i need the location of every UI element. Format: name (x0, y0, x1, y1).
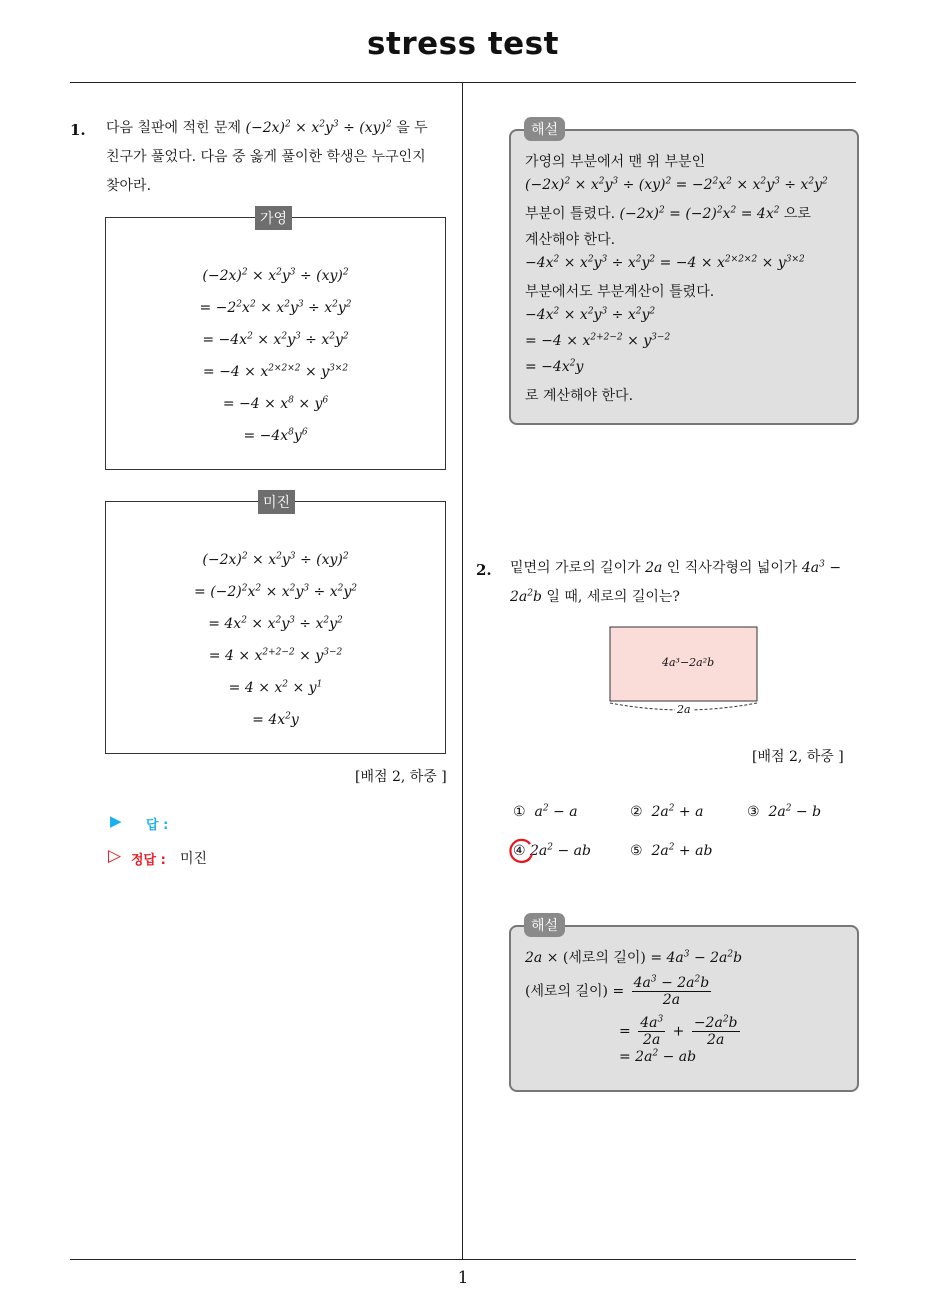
choice-2[interactable]: ② $2a^2 + a$ (630, 803, 704, 820)
box-label-gayoung: 가영 (255, 206, 292, 230)
column-divider (462, 83, 463, 1259)
question-2-line-1: 밑면의 가로의 길이가 2a 인 직사각형의 넓이가 $4a^3$ − (510, 559, 842, 576)
math-line: = $4 \times x^2 \times y^1$ (228, 679, 323, 696)
math-line: = $4x^2y$ (252, 711, 299, 728)
math-line: $(-2x)^2 \times x^2y^3 \div (xy)^2$ (202, 551, 349, 568)
footer-rule (70, 1259, 856, 1260)
solution-line: 부분이 틀렸다. $(-2x)^2 = (-2)^2x^2 = 4x^2$ 으로 (525, 205, 811, 222)
answer-label: 답 : (146, 818, 169, 833)
solution-line: 2a × (세로의 길이) = $4a^3 - 2a^2b$ (525, 949, 743, 966)
math-line: = $-2^2x^2 \times x^2y^3 \div x^2y^2$ (199, 299, 352, 316)
question-1-solution (509, 129, 859, 425)
area-label: 4a³−2a²b (662, 656, 715, 669)
question-1-line-2: 친구가 풀었다. 다음 중 옳게 풀이한 학생은 누구인지 (106, 149, 426, 165)
solution-line: 가영의 부분에서 맨 위 부분인 (525, 154, 706, 170)
fraction: $\frac{4a^3 - 2a^2b}{2a}$ (633, 974, 710, 1008)
correct-label: 정답 : (131, 853, 166, 868)
math-line: = $4 \times x^{2+2-2} \times y^{3-2}$ (208, 647, 343, 664)
choice-5[interactable]: ⑤ $2a^2$ + ab (630, 842, 713, 859)
choice-3[interactable]: ③ $2a^2 - b$ (747, 803, 822, 820)
solution-line: (세로의 길이) = $\frac{4a^3 - 2a^2b}{2a}$ (525, 974, 710, 1008)
question-2-score: [배점 2, 하중 ] (752, 749, 844, 765)
question-2-solution (509, 925, 859, 1092)
question-2-line-2: $2a^2b$ 일 때, 세로의 길이는? (510, 588, 680, 605)
header-rule (70, 82, 856, 83)
fraction: $\frac{-2a^2b}{2a}$ (693, 1014, 738, 1048)
solution-tab-1: 해설 (524, 117, 565, 141)
solution-line: = $\frac{4a^3}{2a}$ + $\frac{-2a^2b}{2a}$ (619, 1014, 738, 1048)
solution-line: 로 계산해야 한다. (525, 388, 634, 404)
selected-circle-icon (506, 836, 536, 866)
question-2-text (510, 554, 860, 612)
box-label-mijin: 미진 (258, 490, 295, 514)
math-line: = $(-2)^2x^2 \times x^2y^3 \div x^2y^2$ (194, 583, 357, 600)
correct-arrow-icon: ▷ (108, 846, 122, 866)
page-number: 1 (457, 1268, 469, 1288)
solution-line: $(-2x)^2 \times x^2y^3 \div (xy)^2 = -2^2x^2 \times x^2y^3 \div x^2y^2$ (525, 176, 828, 193)
math-line: = $4x^2 \times x^2y^3 \div x^2y^2$ (208, 615, 343, 632)
solution-box-gayoung (105, 217, 446, 470)
solution-line: $-4x^2 \times x^2y^3 \div x^2y^2 = -4 \times x^{2\times 2\times 2} \times y^{3\times 2}$ (525, 254, 805, 271)
question-1-line-1: 다음 칠판에 적힌 문제 $(-2x)^2 \times x^2y^3 \div (xy)^2$ 을 두 (106, 119, 428, 136)
fraction: $\frac{4a^3}{2a}$ (640, 1014, 664, 1048)
question-1-text (106, 114, 456, 201)
solution-tab-2: 해설 (524, 913, 565, 937)
math-line: = $-4 \times x^{2\times 2\times 2} \times y^{3\times 2}$ (202, 363, 349, 380)
question-2-number: 2. (476, 561, 492, 579)
solution-line: = $-4x^2y$ (525, 358, 584, 375)
solution-line: 부분에서도 부분계산이 틀렸다. (525, 284, 715, 300)
solution-line: = $-4 \times x^{2+2-2} \times y^{3-2}$ (525, 332, 671, 349)
question-1-line-3: 찾아라. (106, 178, 152, 194)
solution-line: = $2a^2$ − ab (619, 1048, 697, 1065)
answer-arrow-icon: ▶ (110, 812, 122, 830)
page-title: stress test (367, 26, 559, 62)
math-line: = $-4 \times x^8 \times y^6$ (222, 395, 329, 412)
question-1-number: 1. (70, 121, 86, 139)
correct-value: 미진 (180, 851, 208, 867)
circle-stroke (510, 840, 532, 862)
math-line: $(-2x)^2 \times x^2y^3 \div (xy)^2$ (202, 267, 349, 284)
width-label: 2a (677, 703, 691, 716)
choice-4[interactable]: ④ $2a^2$ − ab (513, 842, 591, 859)
solution-line: $-4x^2 \times x^2y^3 \div x^2y^2$ (525, 306, 656, 323)
math-line: = $-4x^8y^6$ (243, 427, 308, 444)
solution-box-mijin (105, 501, 446, 754)
question-1-score: [배점 2, 하중 ] (355, 769, 447, 785)
math-line: = $-4x^2 \times x^2y^3 \div x^2y^2$ (202, 331, 349, 348)
choice-1[interactable]: ① $a^2 - a$ (513, 803, 578, 820)
solution-line: 계산해야 한다. (525, 232, 616, 248)
